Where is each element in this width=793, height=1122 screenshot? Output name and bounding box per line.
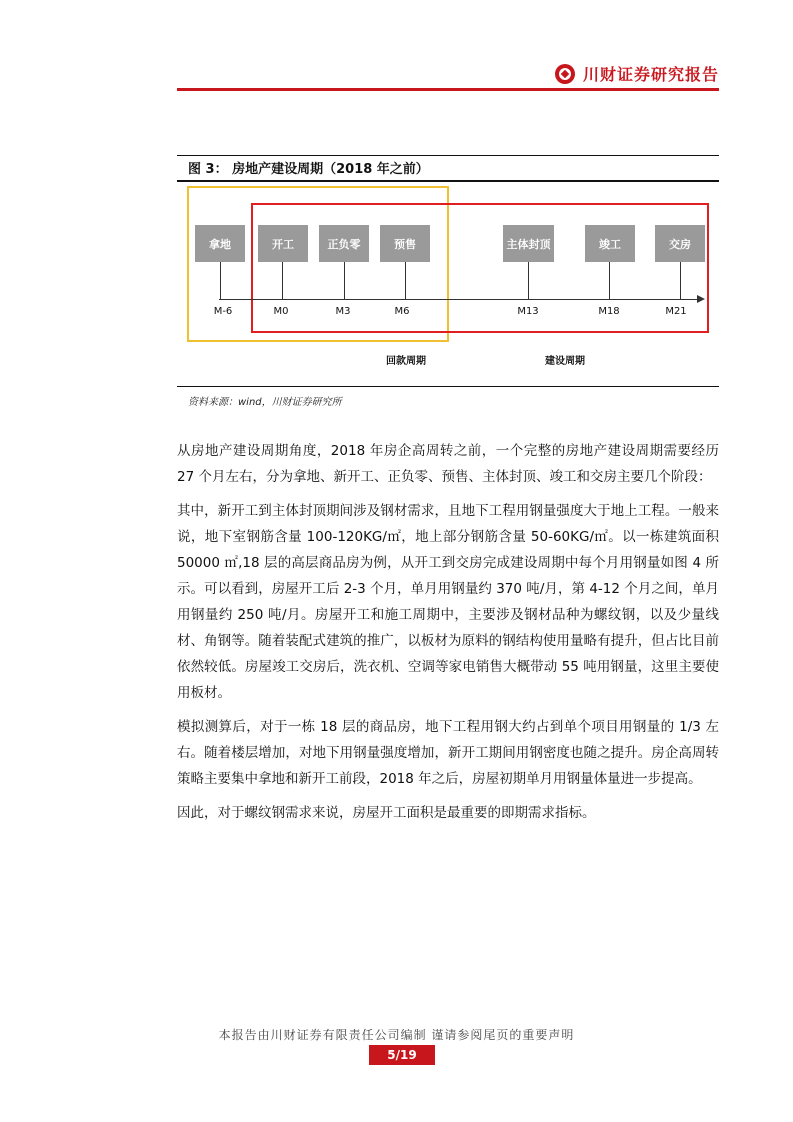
stage-connector — [405, 262, 406, 299]
chuancai-logo-icon — [555, 64, 575, 84]
paragraph: 模拟测算后，对于一栋 18 层的商品房，地下工程用钢大约占到单个项目用钢量的 1/3 左右。随着楼层增加，对地下用钢量强度增加，新开工期间用钢密度也随之提升。房企高周转策略主要集中拿地和新开工前段，2018 年之后，房屋初期单月用钢量体量进一步提高。 — [177, 719, 719, 787]
header-divider — [177, 88, 719, 91]
stage-land-acquisition: 拿地 — [195, 225, 245, 262]
paragraph: 从房地产建设周期角度，2018 年房企高周转之前，一个完整的房地产建设周期需要经历 27 个月左右，分为拿地、新开工、正负零、预售、主体封顶、竣工和交房主要几个阶段： — [177, 443, 719, 485]
figure-title: 图 3： 房地产建设周期（2018 年之前） — [188, 162, 429, 177]
milestone-label: M21 — [665, 306, 687, 317]
milestone-label: M0 — [273, 306, 289, 317]
stage-connector — [344, 262, 345, 299]
stage-connector — [282, 262, 283, 299]
milestone-label: M13 — [517, 306, 539, 317]
stage-connector — [528, 262, 529, 299]
page-number: 5/19 — [369, 1045, 435, 1065]
stage-topping-out: 主体封顶 — [503, 225, 554, 262]
footer-disclaimer: 本报告由川财证券有限责任公司编制 谨请参阅尾页的重要声明 — [218, 1028, 575, 1042]
figure-source: 资料来源：wind，川财证券研究所 — [188, 397, 342, 408]
construction-period-box — [251, 203, 709, 333]
milestone-label: M-6 — [213, 306, 233, 317]
construction-cycle-diagram — [177, 182, 719, 387]
figure-top-rule — [177, 155, 719, 156]
arrow-right-icon — [697, 295, 705, 303]
timeline-axis — [219, 299, 701, 300]
stage-ground-zero: 正负零 — [319, 225, 369, 262]
paragraph: 其中，新开工到主体封顶期间涉及钢材需求，且地下工程用钢量强度大于地上工程。一般来说，地下室钢筋含量 100-120KG/㎡，地上部分钢筋含量 50-60KG/㎡。以一栋建筑面积 50000 ㎡,18 层的高层商品房为例，从开工到交房完成建设周期中每个月用钢量如图 4 所示。可以看到，房屋开工后 2-3 个月，单月用钢量约 370 吨/月，第 4-12 个月之间，单月用钢量约 250 吨/月。房屋开工和施工周期中，主要涉及钢材品种为螺纹钢，以及少量线材、角钢等。随着装配式建筑的推广，以板材为原料的钢结构使用量略有提升，但占比目前依然较低。房屋竣工交房后，洗衣机、空调等家电销售大概带动 55 吨用钢量，这里主要使用板材。 — [177, 503, 719, 701]
stage-connector — [680, 262, 681, 299]
report-header — [555, 62, 719, 85]
paragraph: 因此，对于螺纹钢需求来说，房屋开工面积是最重要的即期需求指标。 — [177, 805, 596, 821]
milestone-label: M3 — [335, 306, 351, 317]
stage-connector — [609, 262, 610, 299]
stage-delivery: 交房 — [655, 225, 705, 262]
stage-presale: 预售 — [380, 225, 430, 262]
construction-period-label: 建设周期 — [545, 356, 585, 367]
body-text — [177, 438, 719, 834]
stage-completion: 竣工 — [585, 225, 635, 262]
brand-title: 川财证券研究报告 — [582, 65, 719, 84]
figure-bottom-rule — [177, 386, 719, 387]
stage-connector — [220, 262, 221, 299]
stage-construction-start: 开工 — [258, 225, 308, 262]
milestone-label: M18 — [598, 306, 620, 317]
payback-period-label: 回款周期 — [386, 356, 426, 367]
milestone-label: M6 — [394, 306, 410, 317]
